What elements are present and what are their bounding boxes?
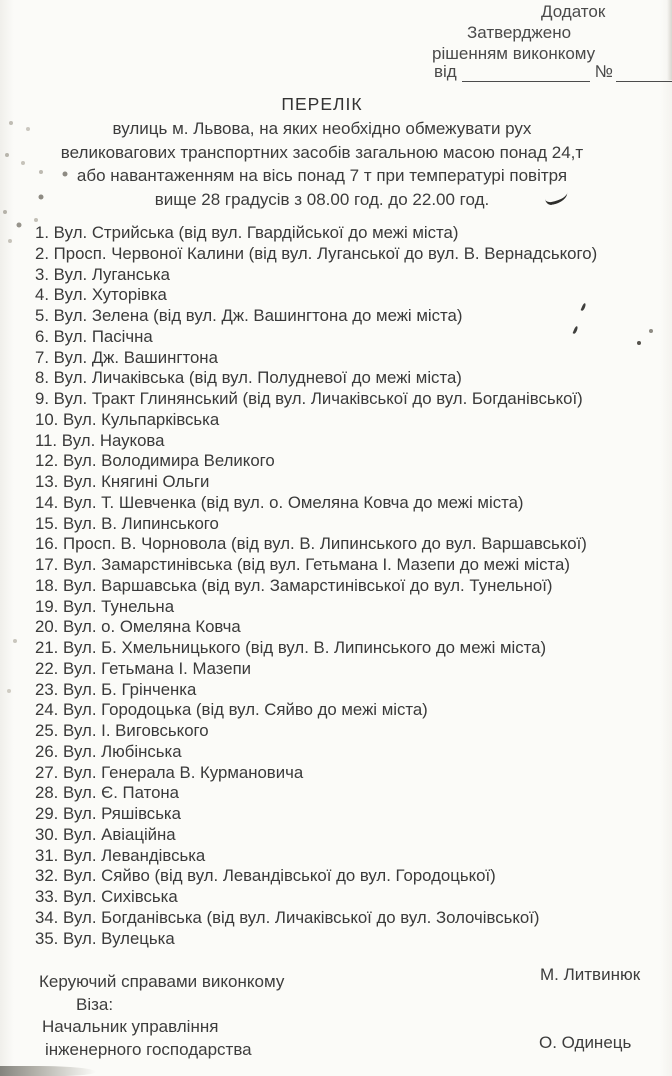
street-list-item bbox=[0, 887, 672, 908]
street-number: 15. bbox=[35, 513, 59, 533]
street-number: 30. bbox=[35, 824, 59, 844]
street-number: 24. bbox=[35, 700, 59, 720]
street-list-item bbox=[0, 763, 672, 784]
street-list-item bbox=[0, 368, 672, 389]
street-name: Вул. Сяйво (від вул. Левандівської до вул. Городоцької) bbox=[63, 866, 496, 886]
street-number: 28. bbox=[35, 783, 59, 803]
street-list-item bbox=[0, 348, 672, 369]
street-number: 11. bbox=[35, 430, 58, 450]
street-number: 21. bbox=[35, 638, 59, 657]
street-list-item bbox=[0, 597, 672, 618]
street-list-item bbox=[0, 431, 672, 452]
street-name: Вул. Богданівська (від вул. Личаківської до вул. Золочівської) bbox=[63, 907, 540, 927]
street-number: 5. bbox=[35, 306, 49, 325]
annex-label: Додаток bbox=[541, 2, 606, 21]
street-number: 18. bbox=[35, 575, 59, 595]
street-name: Вул. Гетьмана І. Мазепи bbox=[63, 658, 252, 678]
street-name: Вул. Кульпарківська bbox=[63, 409, 220, 429]
date-number-line bbox=[434, 62, 672, 82]
street-list-item bbox=[0, 451, 672, 472]
street-name: Вул. Генерала В. Курмановича bbox=[63, 762, 304, 782]
date-label: від bbox=[434, 62, 457, 81]
street-list-item bbox=[0, 804, 672, 825]
street-number: 9. bbox=[35, 389, 49, 408]
street-number: 14. bbox=[35, 492, 59, 512]
chief-role-line1: Начальник управління bbox=[42, 1017, 219, 1036]
street-list-item bbox=[0, 659, 672, 680]
street-list-item bbox=[0, 866, 672, 887]
street-list-item bbox=[0, 244, 672, 265]
street-name: Вул. Княгині Ольги bbox=[63, 472, 210, 491]
street-list-item bbox=[0, 825, 672, 846]
manager-name: М. Литвинюк bbox=[540, 965, 641, 984]
street-number: 7. bbox=[35, 347, 49, 367]
street-name: Вул. Сихівська bbox=[63, 887, 178, 906]
street-list-item bbox=[0, 327, 672, 348]
street-number: 1. bbox=[35, 223, 49, 242]
street-list-item bbox=[0, 742, 672, 763]
street-name: Вул. Личаківська (від вул. Полудневої до межі міста) bbox=[53, 368, 462, 388]
street-number: 27. bbox=[35, 762, 59, 782]
street-list-item bbox=[0, 285, 672, 306]
street-number: 32. bbox=[35, 866, 59, 886]
subtitle-line: вулиць м. Львова, на яких необхідно обмежувати рух bbox=[112, 119, 532, 138]
approved-by-label: рішенням виконкому bbox=[432, 44, 596, 63]
subtitle-line: великовагових транспортних засобів загальною масою понад 24,т bbox=[60, 142, 584, 162]
chief-role-line2: інженерного господарства bbox=[45, 1040, 252, 1059]
street-list-item bbox=[0, 638, 672, 659]
street-name: Вул. Ряшівська bbox=[63, 804, 181, 823]
street-list-item bbox=[0, 555, 672, 576]
street-name: Вул. Хуторівка bbox=[53, 285, 167, 305]
street-list-item bbox=[0, 908, 672, 929]
street-list-item bbox=[0, 680, 672, 701]
street-number: 20. bbox=[35, 617, 59, 637]
street-number: 19. bbox=[35, 596, 59, 616]
street-name: Вул. І. Виговського bbox=[63, 721, 209, 740]
chief-name: О. Одинець bbox=[539, 1033, 632, 1052]
street-number: 16. bbox=[35, 534, 59, 554]
street-name: Вул. Дж. Вашингтона bbox=[53, 347, 218, 367]
street-number: 6. bbox=[35, 326, 49, 346]
street-list-item bbox=[0, 389, 672, 410]
street-name: Просп. В. Чорновола (від вул. В. Липинського до вул. Варшавської) bbox=[63, 534, 587, 554]
street-number: 10. bbox=[35, 409, 59, 429]
street-name: Вул. Стрийська (від вул. Гвардійської до межі міста) bbox=[53, 223, 459, 242]
street-name: Вул. Б. Хмельницького (від вул. В. Липинського до межі міста) bbox=[63, 638, 547, 657]
subtitle-line: вище 28 градусів з 08.00 год. до 22.00 год. bbox=[154, 189, 490, 209]
scan-edge-shadow bbox=[667, 0, 672, 80]
street-list-item bbox=[0, 783, 672, 804]
street-number: 29. bbox=[35, 804, 59, 823]
scan-speckles bbox=[0, 0, 2, 2]
street-list-item bbox=[0, 223, 672, 244]
number-blank-line bbox=[616, 65, 672, 82]
street-name: Вул. Городоцька (від вул. Сяйво до межі міста) bbox=[63, 700, 428, 720]
visa-label: Віза: bbox=[76, 995, 114, 1014]
street-name: Вул. Луганська bbox=[53, 264, 170, 284]
street-number: 12. bbox=[35, 451, 59, 471]
street-number: 17. bbox=[35, 555, 59, 574]
street-number: 8. bbox=[35, 368, 49, 388]
street-list-item bbox=[0, 721, 672, 742]
street-name: Вул. Б. Грінченка bbox=[63, 679, 197, 699]
street-number: 2. bbox=[35, 243, 49, 263]
street-number: 34. bbox=[35, 907, 59, 927]
street-name: Вул. Тунельна bbox=[63, 596, 175, 616]
street-name: Вул. Авіаційна bbox=[63, 824, 176, 844]
street-name: Вул. Наукова bbox=[61, 430, 165, 450]
street-name: Вул. Замарстинівська (від вул. Гетьмана І. Мазепи до межі міста) bbox=[63, 555, 570, 574]
scan-edge-smudge bbox=[0, 1066, 96, 1076]
street-list-item bbox=[0, 493, 672, 514]
document-title: ПЕРЕЛІК bbox=[281, 94, 363, 114]
street-list-item bbox=[0, 472, 672, 493]
street-list-item bbox=[0, 306, 672, 327]
street-list-item bbox=[0, 929, 672, 950]
street-name: Вул. Вулецька bbox=[63, 928, 175, 948]
street-name: Вул. Зелена (від вул. Дж. Вашингтона до межі міста) bbox=[53, 306, 463, 325]
street-list-item bbox=[0, 410, 672, 431]
street-name: Вул. Левандівська bbox=[63, 845, 206, 865]
street-list-item bbox=[0, 700, 672, 721]
street-number: 33. bbox=[35, 887, 59, 906]
street-name: Просп. Червоної Калини (від вул. Луганської до вул. В. Вернадського) bbox=[53, 243, 598, 263]
street-list-item bbox=[0, 617, 672, 638]
street-number: 3. bbox=[35, 264, 49, 284]
street-number: 4. bbox=[35, 285, 49, 305]
street-number: 26. bbox=[35, 741, 59, 761]
street-list-item bbox=[0, 265, 672, 286]
street-number: 35. bbox=[35, 928, 59, 948]
date-blank-line bbox=[462, 65, 590, 82]
street-number: 31. bbox=[35, 845, 59, 865]
street-list-item bbox=[0, 514, 672, 535]
street-name: Вул. В. Липинського bbox=[63, 513, 219, 533]
street-list-item bbox=[0, 534, 672, 555]
street-name: Вул. Варшавська (від вул. Замарстинівської до вул. Тунельної) bbox=[63, 575, 553, 595]
manager-role: Керуючий справами виконкому bbox=[39, 972, 285, 991]
street-list-item bbox=[0, 846, 672, 867]
number-label: № bbox=[594, 62, 613, 81]
street-name: Вул. Тракт Глинянський (від вул. Личаківської до вул. Богданівської) bbox=[53, 389, 583, 408]
street-name: Вул. Володимира Великого bbox=[63, 451, 275, 471]
street-name: Вул. Любінська bbox=[63, 741, 182, 761]
street-number: 25. bbox=[35, 721, 59, 740]
street-number: 13. bbox=[35, 472, 59, 491]
street-list-item bbox=[0, 576, 672, 597]
street-name: Вул. Є. Патона bbox=[63, 783, 180, 803]
street-name: Вул. Пасічна bbox=[53, 326, 153, 346]
approved-label: Затверджено bbox=[467, 23, 572, 42]
street-name: Вул. Т. Шевченка (від вул. о. Омеляна Ковча до межі міста) bbox=[63, 492, 524, 512]
street-number: 22. bbox=[35, 658, 59, 678]
street-name: Вул. о. Омеляна Ковча bbox=[63, 617, 241, 637]
subtitle-line: або навантаженням на вісь понад 7 т при температурі повітря bbox=[76, 166, 568, 186]
street-number: 23. bbox=[35, 679, 59, 699]
street-list bbox=[0, 223, 672, 949]
